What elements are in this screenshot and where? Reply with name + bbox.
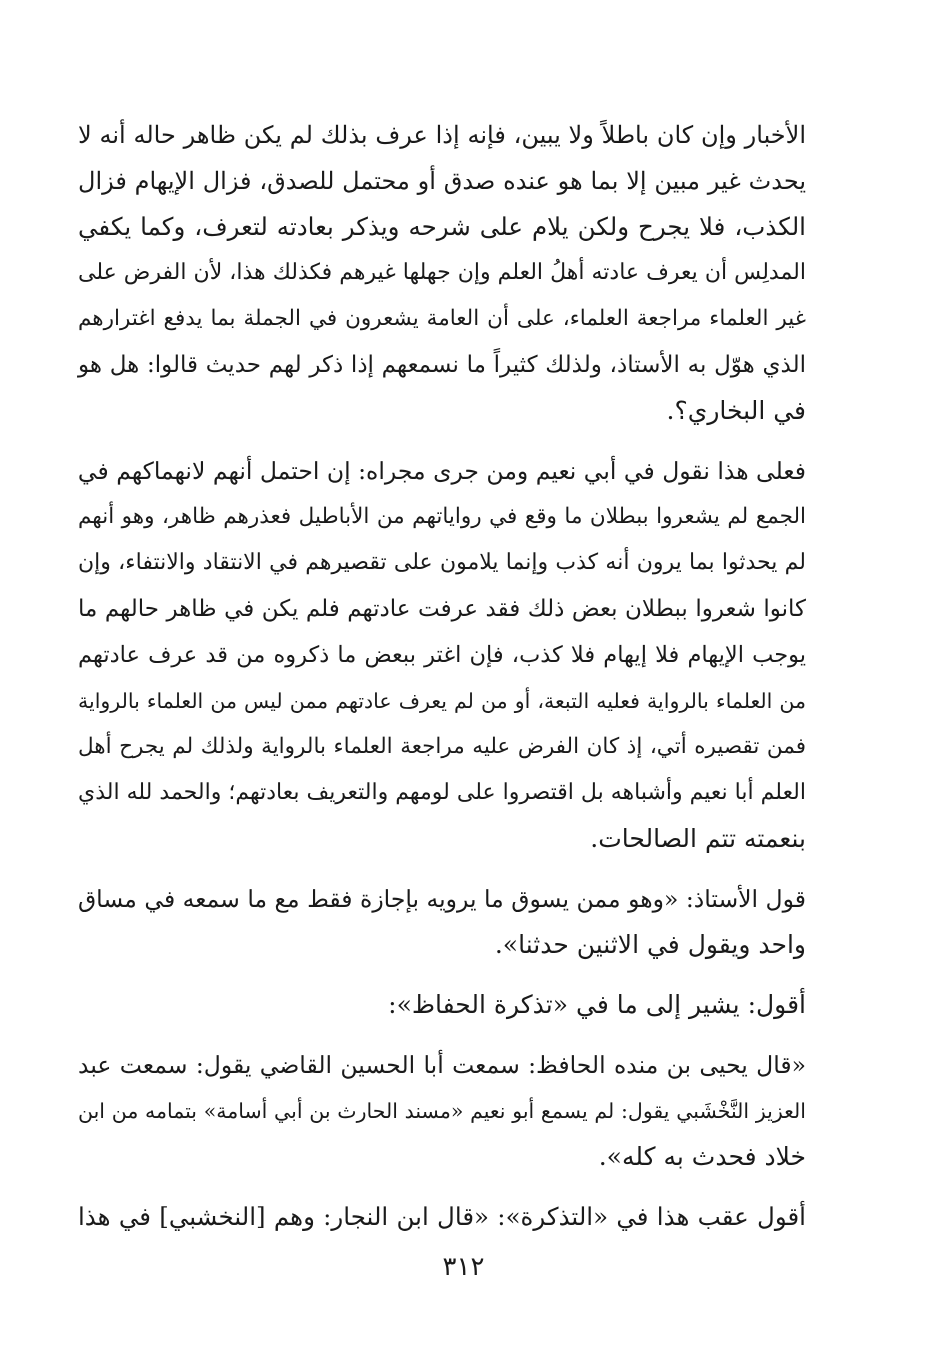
text-line: يوجب الإيهام فلا إيهام فلا كذب، فإن اغتر ببعض ما ذكروه من قد عرف عادتهم	[78, 642, 806, 668]
text-line: الكذب، فلا يجرح ولكن يلام على شرحه ويذكر بعادته لتعرف، وكما يكفي	[78, 212, 806, 241]
text-line: «قال يحيى بن منده الحافظ: سمعت أبا الحسين القاضي يقول: سمعت عبد	[78, 1051, 806, 1079]
paragraph-2	[78, 448, 806, 862]
text-line: غير العلماء مراجعة العلماء، على أن العامة يشعرون في الجملة بما يدفع اغترارهم	[78, 306, 806, 331]
text-line: الجمع لم يشعروا ببطلان ما وقع في رواياتهم من الأباطيل فعذرهم ظاهر، وهو أنهم	[78, 504, 806, 529]
paragraph-1	[78, 112, 806, 434]
page-number: ٣١٢	[442, 1252, 485, 1282]
text-line: بنعمته تتم الصالحات.	[590, 824, 806, 853]
text-line: الأخبار وإن كان باطلاً ولا يبين، فإنه إذا عرف بذلك لم يكن ظاهر حاله أنه لا	[78, 121, 806, 149]
text-line: العلم أبا نعيم وأشباهه بل اقتصروا على لومهم والتعريف بعادتهم؛ والحمد لله الذي	[78, 780, 806, 805]
text-line: لم يحدثوا بما يرون أنه كذب وإنما يلامون على تقصيرهم في الانتقاد والانتفاء، وإن	[78, 550, 806, 575]
text-line: المدلِس أن يعرف عادته أهلُ العلم وإن جهلها غيرهم فكذلك هذا، لأن الفرض على	[78, 260, 806, 285]
text-line: واحد ويقول في الاثنين حدثنا».	[494, 930, 806, 959]
text-line: خلاد فحدث به كله».	[598, 1142, 806, 1171]
paragraph-5-quote	[78, 1042, 806, 1180]
text-line: أقول عقب هذا في «التذكرة»: «قال ابن النجار: وهم [النخشبي] في هذا	[78, 1202, 806, 1231]
paragraph-6	[78, 1194, 806, 1240]
text-line: من العلماء بالرواية فعليه التبعة، أو من لم يعرف عادتهم ممن ليس من العلماء بالرواية	[78, 689, 806, 713]
text-line: كانوا شعروا ببطلان بعض ذلك فقد عرفت عادتهم فلم يكن في ظاهر حالهم ما	[78, 596, 806, 622]
text-line: في البخاري؟.	[666, 396, 806, 425]
text-line: الذي هوّل به الأستاذ، ولذلك كثيراً ما نسمعهم إذا ذكر لهم حديث قالوا: هل هو	[78, 352, 806, 378]
paragraph-3	[78, 876, 806, 968]
text-line: فمن تقصيره أتي، إذ كان الفرض عليه مراجعة العلماء بالرواية ولذلك لم يجرح أهل	[78, 734, 806, 759]
text-line: أقول: يشير إلى ما في «تذكرة الحفاظ»:	[388, 990, 806, 1019]
document-page	[78, 112, 806, 1292]
paragraph-4	[78, 982, 806, 1028]
text-line: قول الأستاذ: «وهو ممن يسوق ما يرويه بإجازة فقط مع ما سمعه في مساق	[77, 885, 806, 913]
text-line: يحدث غير مبين إلا بما هو عنده صدق أو محتمل للصدق، فزال الإيهام فزال	[78, 167, 806, 195]
text-line: العزيز النَّخْشَبي يقول: لم يسمع أبو نعيم «مسند الحارث بن أبي أسامة» بتمامه من ابن	[78, 1099, 806, 1123]
text-line: فعلى هذا نقول في أبي نعيم ومن جرى مجراه: إن احتمل أنهم لانهماكهم في	[77, 457, 806, 485]
